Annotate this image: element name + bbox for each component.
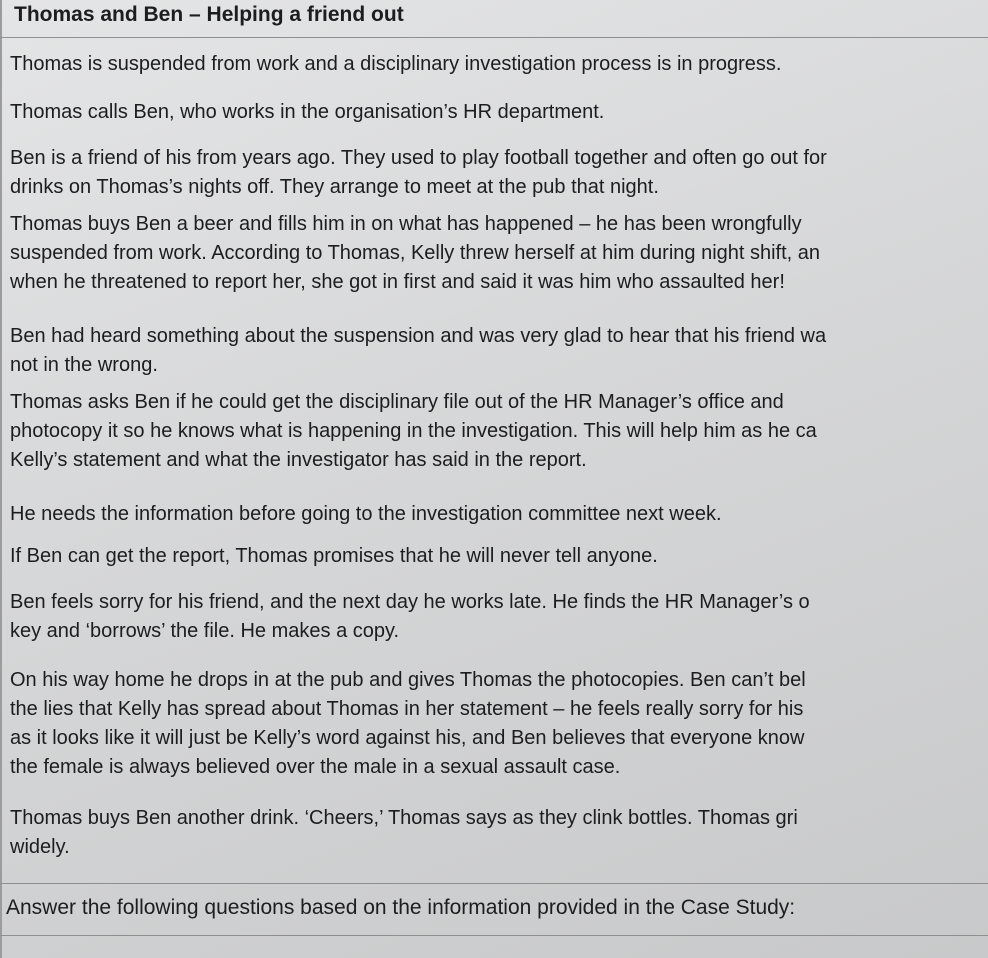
case-study-box	[0, 38, 988, 884]
paragraph-9	[10, 588, 988, 646]
paragraph-line: photocopy it so he knows what is happening in the investigation. This will help him as he ca	[10, 420, 817, 442]
paragraph-line: the lies that Kelly has spread about Thomas in her statement – he feels really sorry for his	[10, 698, 804, 720]
paragraph-4	[10, 210, 988, 297]
paragraph-6	[10, 388, 988, 475]
paragraph-line: If Ben can get the report, Thomas promises that he will never tell anyone.	[10, 545, 658, 567]
paragraph-line: Thomas buys Ben another drink. ‘Cheers,’ Thomas says as they clink bottles. Thomas gri	[10, 807, 798, 829]
paragraph-line: as it looks like it will just be Kelly’s word against his, and Ben believes that everyone know	[10, 727, 805, 749]
paragraph-line: Ben is a friend of his from years ago. They used to play football together and often go out for	[10, 147, 827, 169]
paragraph-line: Ben feels sorry for his friend, and the next day he works late. He finds the HR Manager’s o	[10, 591, 810, 613]
paragraph-10	[10, 666, 988, 782]
paragraph-line: He needs the information before going to the investigation committee next week.	[10, 503, 722, 525]
paragraph-line: not in the wrong.	[10, 354, 158, 376]
paragraph-line: Thomas buys Ben a beer and fills him in on what has happened – he has been wrongfully	[10, 213, 802, 235]
paragraph-7	[10, 500, 988, 529]
case-study-title: Thomas and Ben – Helping a friend out	[14, 3, 404, 26]
paragraph-line: Kelly’s statement and what the investigator has said in the report.	[10, 449, 587, 471]
paragraph-5	[10, 322, 988, 380]
paragraph-line: Thomas asks Ben if he could get the disciplinary file out of the HR Manager’s office and	[10, 391, 784, 413]
instruction-row	[0, 884, 988, 936]
paragraph-line: suspended from work. According to Thomas, Kelly threw herself at him during night shift, an	[10, 242, 821, 264]
title-row	[0, 0, 988, 38]
paragraph-line: widely.	[10, 836, 70, 858]
paragraph-1	[10, 50, 988, 79]
paragraph-3	[10, 144, 988, 202]
paragraph-line: On his way home he drops in at the pub and gives Thomas the photocopies. Ben can’t bel	[10, 669, 806, 691]
paragraph-line: drinks on Thomas’s nights off. They arrange to meet at the pub that night.	[10, 176, 659, 198]
questions-instruction: Answer the following questions based on the information provided in the Case Study:	[6, 896, 796, 919]
paragraph-line: Ben had heard something about the suspension and was very glad to hear that his friend wa	[10, 325, 827, 347]
paragraph-line: the female is always believed over the male in a sexual assault case.	[10, 756, 621, 778]
paragraph-line: when he threatened to report her, she got in first and said it was him who assaulted her!	[10, 271, 785, 293]
paragraph-11	[10, 804, 988, 862]
paragraph-line: Thomas is suspended from work and a disciplinary investigation process is in progress.	[10, 53, 782, 75]
paragraph-line: key and ‘borrows’ the file. He makes a copy.	[10, 620, 400, 642]
paragraph-8	[10, 542, 988, 571]
paragraph-line: Thomas calls Ben, who works in the organisation’s HR department.	[10, 101, 605, 123]
paragraph-2	[10, 98, 988, 127]
